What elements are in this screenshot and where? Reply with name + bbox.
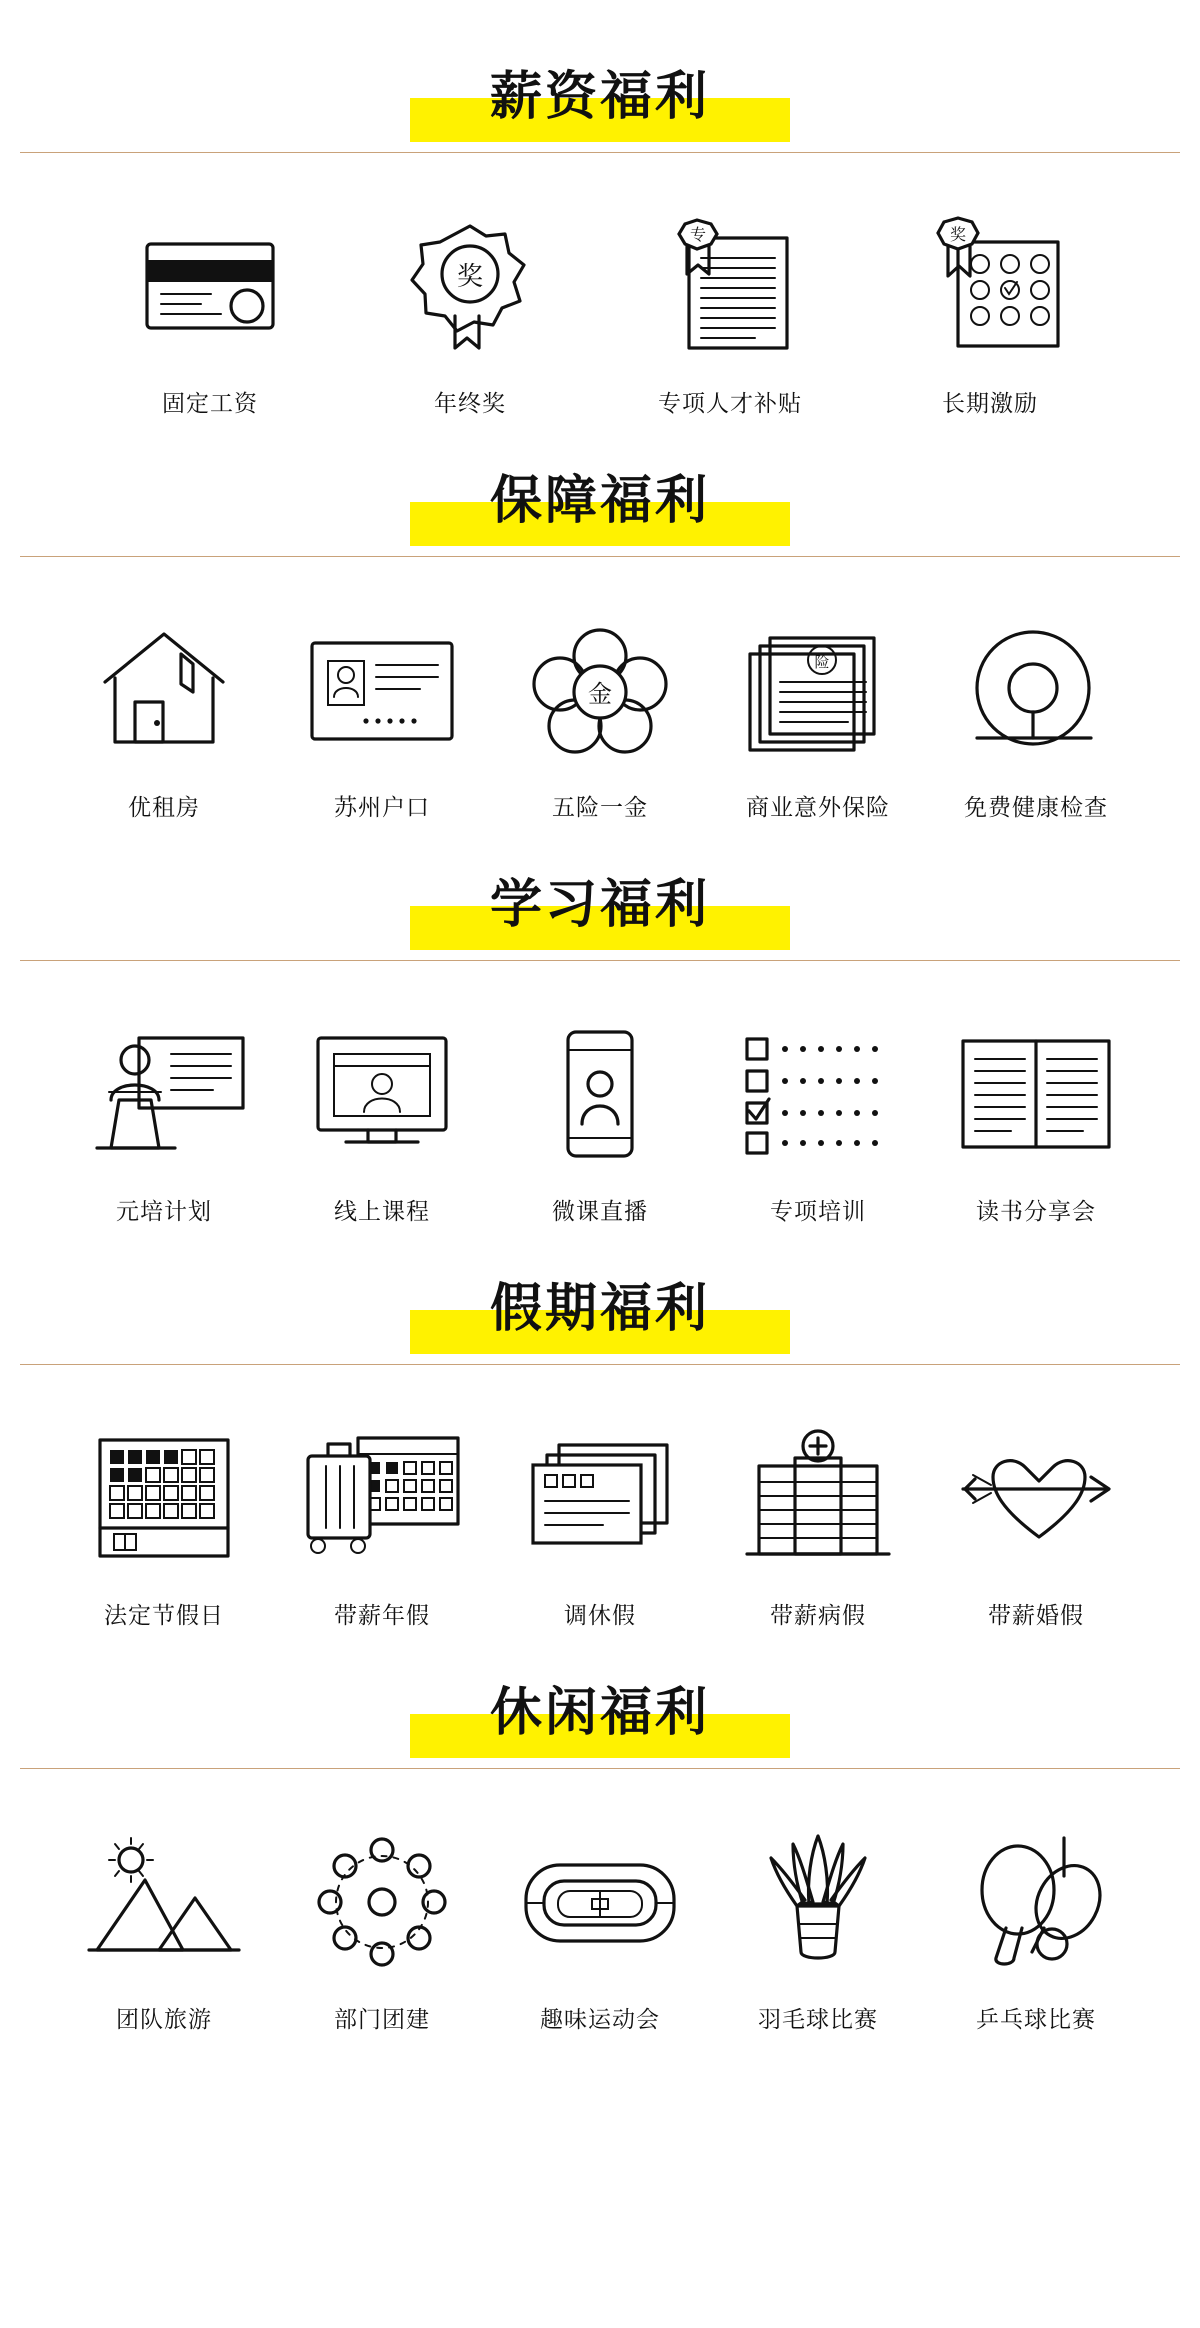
benefit-item[interactable] [491,1009,709,1226]
stadium-icon [510,1817,690,1987]
items-grid [0,961,1200,1260]
benefit-label: 线上课程 [334,1198,430,1224]
section-divider [20,960,1180,961]
desktop-monitor-icon [302,1009,462,1179]
section-leisure [0,1664,1200,2068]
table-tennis-icon [956,1817,1116,1987]
mri-scanner-icon [961,605,1111,775]
benefit-item[interactable] [55,1413,273,1630]
benefit-item[interactable] [491,1413,709,1630]
bank-card-icon [135,201,285,371]
benefit-item[interactable] [340,201,600,418]
award-rosette-icon [405,201,535,371]
benefit-label: 读书分享会 [976,1198,1096,1224]
mountain-sun-icon [79,1817,249,1987]
items-grid [0,153,1200,452]
items-grid [0,557,1200,856]
benefit-item[interactable] [709,1009,927,1226]
section-title: 休闲福利 [489,1684,710,1742]
benefit-label: 带薪婚假 [988,1602,1084,1628]
items-grid [0,1769,1200,2068]
benefit-label: 免费健康检查 [964,794,1108,820]
svg-text:金: 金 [588,681,612,708]
id-card-icon [302,605,462,775]
benefit-item[interactable] [491,1817,709,2034]
benefit-label: 微课直播 [552,1198,648,1224]
benefit-item[interactable] [709,605,927,822]
section-title: 薪资福利 [489,68,710,126]
section-salary [0,48,1200,452]
open-book-icon [951,1009,1121,1179]
benefit-label: 五险一金 [552,794,648,820]
team-network-icon [307,1817,457,1987]
benefit-label: 带薪病假 [770,1602,866,1628]
benefit-label: 优租房 [128,794,200,820]
benefit-item[interactable] [55,605,273,822]
benefit-label: 元培计划 [116,1198,212,1224]
benefit-item[interactable] [860,201,1120,418]
benefit-label: 年终奖 [434,390,506,416]
house-icon [89,605,239,775]
shuttlecock-icon [743,1817,893,1987]
section-title: 保障福利 [489,472,710,530]
benefit-item[interactable] [273,1817,491,2034]
benefit-label: 专项人才补贴 [658,390,802,416]
benefit-item[interactable] [491,605,709,822]
section-learning [0,856,1200,1260]
document-stack-icon [515,1413,685,1583]
heart-arrow-icon [951,1413,1121,1583]
section-divider [20,1768,1180,1769]
benefit-item[interactable] [273,1009,491,1226]
benefit-item[interactable] [927,1009,1145,1226]
section-header [0,1260,1200,1364]
benefit-label: 团队旅游 [116,2006,212,2032]
section-divider [20,152,1180,153]
benefit-item[interactable] [927,1413,1145,1630]
benefit-label: 长期激励 [942,390,1038,416]
benefit-label: 羽毛球比赛 [758,2006,878,2032]
lecture-podium-icon [79,1009,249,1179]
benefit-item[interactable] [709,1413,927,1630]
benefit-label: 商业意外保险 [746,794,890,820]
certificate-document-icon [655,201,805,371]
benefit-label: 调休假 [564,1602,636,1628]
benefit-label: 带薪年假 [334,1602,430,1628]
section-header [0,48,1200,152]
svg-text:奖: 奖 [456,261,484,291]
benefit-label: 乒乓球比赛 [976,2006,1096,2032]
benefit-label: 部门团建 [334,2006,430,2032]
mobile-phone-icon [540,1009,660,1179]
benefit-label: 苏州户口 [334,794,430,820]
benefit-item[interactable] [273,1413,491,1630]
benefit-label: 固定工资 [162,390,258,416]
svg-text:专: 专 [689,227,707,244]
section-divider [20,556,1180,557]
benefit-label: 趣味运动会 [540,2006,660,2032]
benefit-item[interactable] [600,201,860,418]
benefit-label: 法定节假日 [104,1602,224,1628]
insurance-papers-icon [738,605,898,775]
section-title: 学习福利 [489,876,710,934]
benefit-item[interactable] [55,1009,273,1226]
section-title: 假期福利 [489,1280,710,1338]
checklist-icon [733,1009,903,1179]
section-security [0,452,1200,856]
section-holiday [0,1260,1200,1664]
section-header [0,856,1200,960]
svg-text:险: 险 [814,654,830,671]
benefit-item[interactable] [273,605,491,822]
benefit-item[interactable] [927,1817,1145,2034]
calendar-icon [84,1413,244,1583]
benefit-item[interactable] [709,1817,927,2034]
section-header [0,452,1200,556]
section-divider [20,1364,1180,1365]
bottom-spacer [0,2068,1200,2082]
flower-gold-icon [525,605,675,775]
benefit-item[interactable] [55,1817,273,2034]
hospital-icon [733,1413,903,1583]
benefit-item[interactable] [927,605,1145,822]
suitcase-calendar-icon [292,1413,472,1583]
award-checklist-icon [910,201,1070,371]
svg-text:奖: 奖 [949,227,967,244]
items-grid [0,1365,1200,1664]
section-header [0,1664,1200,1768]
benefit-item[interactable] [80,201,340,418]
benefit-label: 专项培训 [770,1198,866,1224]
